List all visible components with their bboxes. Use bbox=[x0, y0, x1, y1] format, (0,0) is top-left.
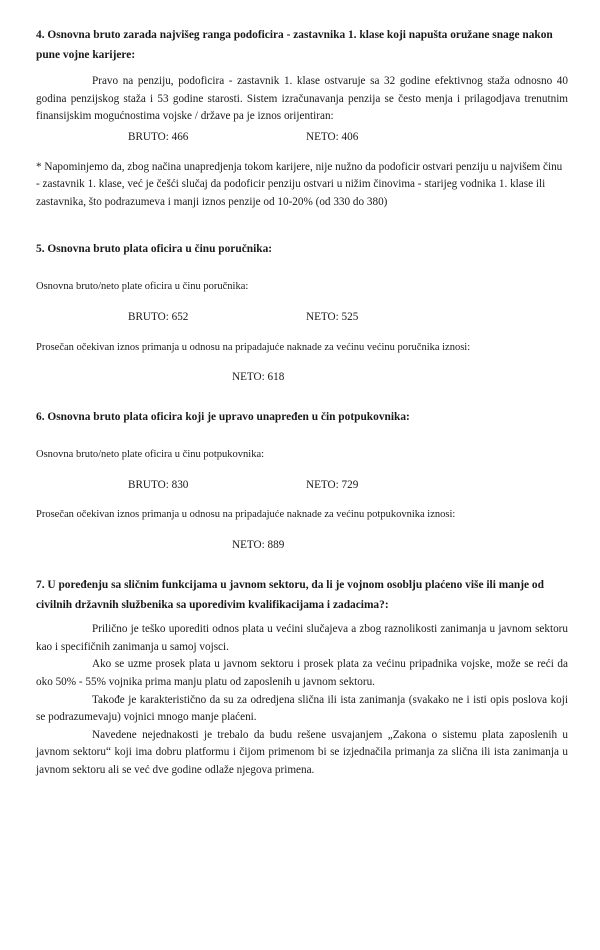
section-5-intro: Osnovna bruto/neto plate oficira u činu poručnika: bbox=[36, 281, 249, 293]
page-bottom-whitespace bbox=[36, 780, 568, 950]
section-5-bruto-value: BRUTO: 652 bbox=[128, 311, 189, 324]
section-6-average-value: NETO: 889 bbox=[232, 539, 285, 552]
section-7-paragraph-4: Navedene nejednakosti je trebalo da budu rešene usvajanjem „Zakona o sistemu plata zaposlenih u javnom sektoru“ koji ima dobru platformu i čijom primenom bi se izjednačila primanja za slična ili ista zanimanja u javnom sektoru ali se već dve godine odlaže njegova primena. bbox=[36, 728, 568, 776]
section-7-paragraph-3: Takođe je karakteristično da su za odredjena slična ili ista zanimanja (svakako ne i isti opis poslova koji se podrazumevaju) vojnici mnogo manje plaćeni. bbox=[36, 693, 568, 724]
section-4-neto-value: NETO: 406 bbox=[306, 130, 359, 143]
section-7 bbox=[36, 576, 568, 779]
section-4-values bbox=[36, 128, 568, 146]
section-6-heading: 6. Osnovna bruto plata oficira koji je upravo unapređen u čin potpukovnika: bbox=[36, 411, 410, 424]
section-7-paragraph-2: Ako se uzme prosek plata u javnom sektoru i prosek plata za većinu pripadnika vojske, može se reći da oko 50% - 55% vojnika prima manju platu od zaposlenih u javnom sektoru. bbox=[36, 658, 568, 688]
section-6 bbox=[36, 408, 568, 554]
section-6-intro: Osnovna bruto/neto plate oficira u činu potpukovnika: bbox=[36, 449, 265, 461]
section-5-values bbox=[36, 308, 568, 326]
section-5 bbox=[36, 240, 568, 386]
section-6-bruto-value: BRUTO: 830 bbox=[128, 478, 189, 491]
section-5-average-intro: Prosečan očekivan iznos primanja u odnosu na pripadajuće naknade za većinu većinu poručnika iznosi: bbox=[36, 341, 471, 353]
section-4-note: * Napominjemo da, zbog načina unapredjenja tokom karijere, nije nužno da podoficir ostvari penziju u najvišem činu - zastavnik 1. klase, već je češći slučaj da podoficir penziju ostvari u nižim činovima - starijeg vodnika 1. klase ili zastavnika, što podrazumeva i manji iznos penzije od 10-20% (od 330 do 380) bbox=[36, 160, 563, 208]
section-5-heading: 5. Osnovna bruto plata oficira u činu poručnika: bbox=[36, 243, 273, 256]
section-4-paragraph: Pravo na penziju, podoficira - zastavnik 1. klase ostvaruje sa 32 godine efektivnog staža odnosno 40 godina penzijskog staža i 53 godine starosti. Sistem izračunavanja penzija se često menja i prilagodjava trenutnim finansijskim mogućnostima vojske / države pa je iznos orijentiran: bbox=[36, 75, 568, 123]
section-7-paragraph-1: Prilično je teško uporediti odnos plata u većini slučajeva a zbog raznolikosti zanimanja u javnom sektoru kao i specifičnih zanimanja u samoj vojsci. bbox=[36, 623, 568, 653]
section-6-values bbox=[36, 476, 568, 494]
section-4 bbox=[36, 26, 568, 211]
section-6-neto-value: NETO: 729 bbox=[306, 478, 359, 491]
section-5-neto-value: NETO: 525 bbox=[306, 311, 359, 324]
section-4-heading: 4. Osnovna bruto zarada najvišeg ranga podoficira - zastavnika 1. klase koji napušta oružane snage nakon pune vojne karijere: bbox=[36, 29, 553, 61]
section-4-bruto-value: BRUTO: 466 bbox=[128, 130, 189, 143]
section-7-heading: 7. U poređenju sa sličnim funkcijama u javnom sektoru, da li je vojnom osoblju plaćeno više ili manje od civilnih državnih službenika sa uporedivim kvalifikacijama i zadacima?: bbox=[36, 579, 544, 611]
section-6-average-intro: Prosečan očekivan iznos primanja u odnosu na pripadajuće naknade za većinu potpukovnika iznosi: bbox=[36, 509, 456, 521]
section-5-average-value: NETO: 618 bbox=[232, 371, 285, 384]
document-body bbox=[36, 26, 568, 950]
